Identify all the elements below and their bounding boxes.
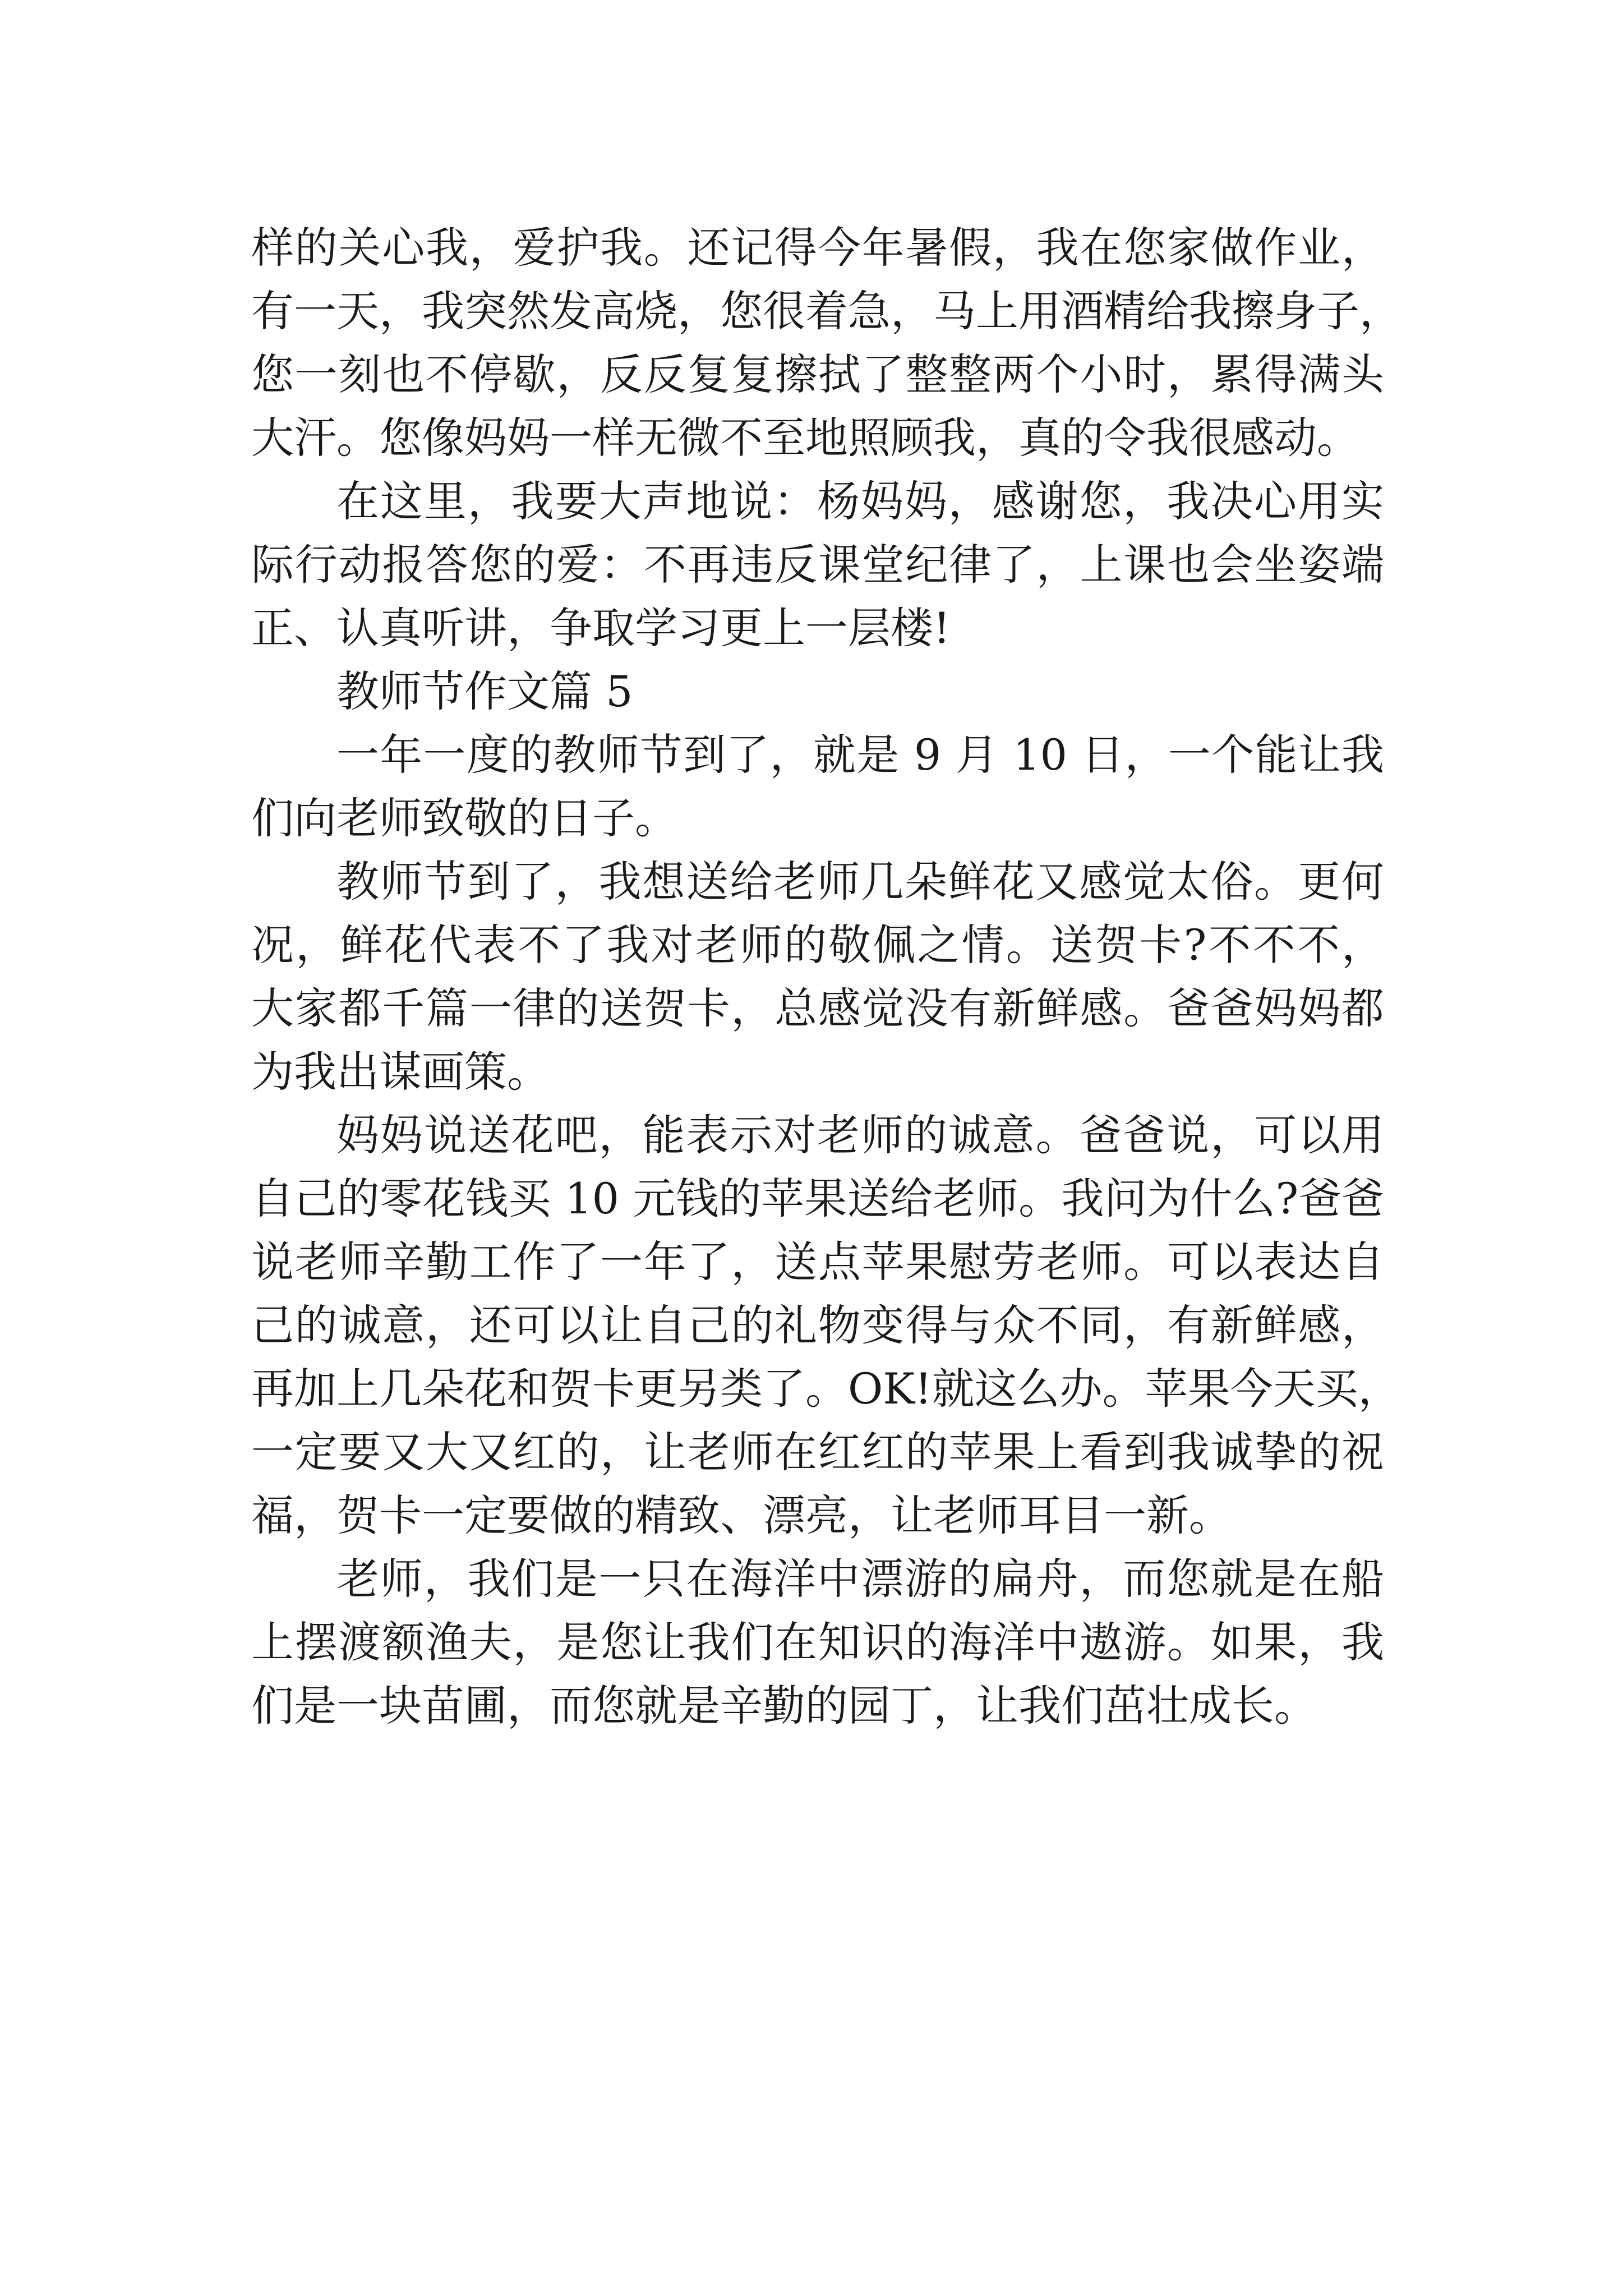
text-line: 正、认真听讲，争取学习更上一层楼! [251, 603, 951, 653]
text-line: 妈妈说送花吧，能表示对老师的诚意。爸爸说，可以用 [336, 1110, 1384, 1160]
text-line: 大汗。您像妈妈一样无微不至地照顾我，真的令我很感动。 [251, 413, 1359, 463]
text-line: 大家都千篇一律的送贺卡，总感觉没有新鲜感。爸爸妈妈都 [251, 983, 1384, 1033]
text-line: 在这里，我要大声地说：杨妈妈，感谢您，我决心用实 [336, 476, 1384, 526]
text-line: 福，贺卡一定要做的精致、漂亮，让老师耳目一新。 [251, 1490, 1232, 1540]
paragraph [251, 1547, 1384, 1737]
text-line: 为我出谋画策。 [251, 1047, 550, 1097]
text-line: 况，鲜花代表不了我对老师的敬佩之情。送贺卡?不不不， [251, 920, 1384, 970]
text-line: 上摆渡额渔夫，是您让我们在知识的海洋中遨游。如果，我 [251, 1617, 1384, 1667]
paragraph [251, 723, 1384, 850]
text-line: 样的关心我，爱护我。还记得今年暑假，我在您家做作业， [251, 223, 1384, 273]
heading-text: 教师节作文篇 5 [336, 666, 633, 716]
text-line: 一年一度的教师节到了，就是 9 月 10 日，一个能让我 [336, 730, 1384, 780]
paragraph [251, 470, 1384, 660]
text-line: 自己的零花钱买 10 元钱的苹果送给老师。我问为什么?爸爸 [251, 1174, 1384, 1223]
text-line: 际行动报答您的爱：不再违反课堂纪律了，上课也会坐姿端 [251, 540, 1384, 590]
section-heading [251, 660, 1384, 723]
text-line: 老师，我们是一只在海洋中漂游的扁舟，而您就是在船 [336, 1554, 1384, 1604]
text-line: 您一刻也不停歇，反反复复擦拭了整整两个小时，累得满头 [251, 349, 1384, 399]
text-line: 己的诚意，还可以让自己的礼物变得与众不同，有新鲜感， [251, 1300, 1384, 1350]
text-line: 们向老师致敬的日子。 [251, 793, 677, 843]
essay-body [251, 216, 1402, 1737]
text-line: 教师节到了，我想送给老师几朵鲜花又感觉太俗。更何 [336, 857, 1384, 907]
text-line: 再加上几朵花和贺卡更另类了。OK!就这么办。苹果今天买， [251, 1364, 1401, 1414]
paragraph [251, 1103, 1401, 1547]
text-line: 有一天，我突然发高烧，您很着急，马上用酒精给我擦身子， [251, 286, 1402, 336]
paragraph [251, 850, 1384, 1103]
text-line: 说老师辛勤工作了一年了，送点苹果慰劳老师。可以表达自 [251, 1237, 1384, 1287]
text-line: 一定要又大又红的，让老师在红红的苹果上看到我诚挚的祝 [251, 1427, 1384, 1477]
paragraph [251, 216, 1402, 470]
text-line: 们是一块苗圃，而您就是辛勤的园丁，让我们茁壮成长。 [251, 1681, 1317, 1731]
